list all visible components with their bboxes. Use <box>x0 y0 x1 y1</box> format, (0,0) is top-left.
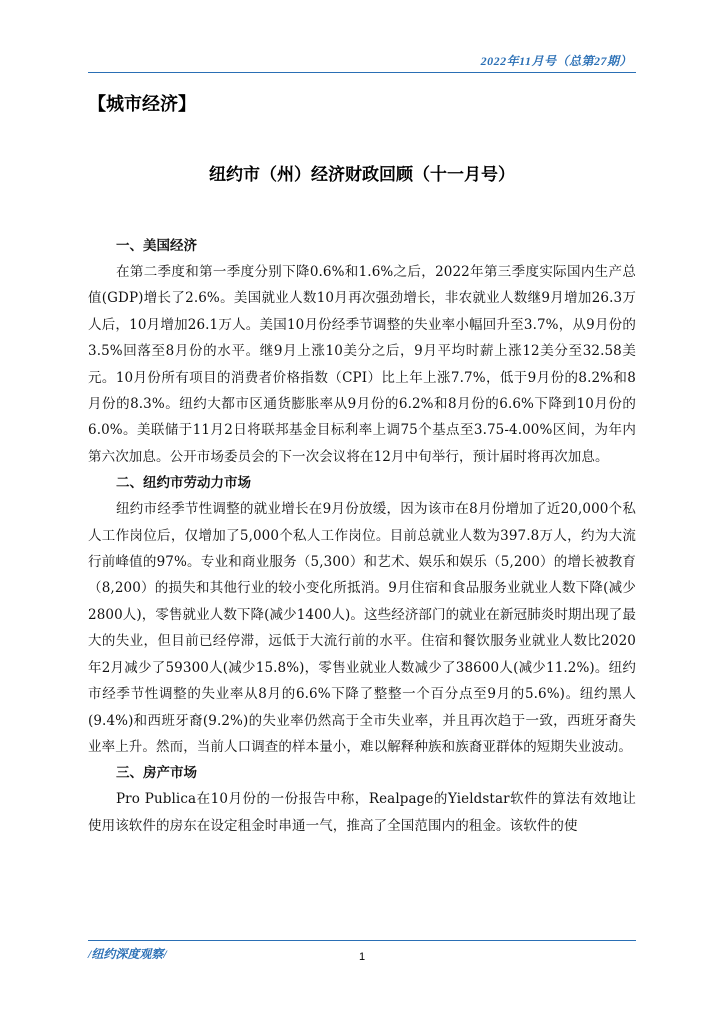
section-text-housing: Pro Publica在10月份的一份报告中称，Realpage的Yieldstar软件的算法有效地让使用该软件的房东在设定租金时串通一气，推高了全国范围内的租金。该软件的使 <box>88 791 636 834</box>
footer-publication: /纽约深度观察/ <box>88 947 167 961</box>
section-text-economy: 在第二季度和第一季度分别下降0.6%和1.6%之后，2022年第三季度实际国内生产总值(GDP)增长了2.6%。美国就业人数10月再次强劲增长，非农就业人数继9月增加26.3万人后，10月增加26.1万人。美国10月份经季节调整的失业率小幅回升至3.7%，从9月份的3.5%回落至8月份的水平。继9月上涨10美分之后，9月平均时薪上涨12美分至32.58美元。10月份所有项目的消费者价格指数（CPI）比上年上涨7.7%，低于9月份的8.2%和8月份的8.3%。纽约大都市区通货膨胀率从9月份的6.2%和8月份的6.6%下降到10月份的6.0%。美联储于11月2日将联邦基金目标利率上调75个基点至3.75-4.00%区间，为年内第六次加息。公开市场委员会的下一次会议将在12月中旬举行，预计届时将再次加息。 <box>88 264 636 465</box>
header-divider <box>88 72 636 73</box>
section-tag: 【城市经济】 <box>88 94 196 115</box>
section-text-labor: 纽约市经季节性调整的就业增长在9月份放缓，因为该市在8月份增加了近20,000个私人工作岗位后，仅增加了5,000个私人工作岗位。目前总就业人数为397.8万人，约为大流行前峰值的97%。专业和商业服务（5,300）和艺术、娱乐和娱乐（5,200）的增长被教育（8,200）的损失和其他行业的较小变化所抵消。9月住宿和食品服务业就业人数下降(减少2800人)，零售就业人数下降(减少1400人)。这些经济部门的就业在新冠肺炎时期出现了最大的失业，但目前已经停滞，远低于大流行前的水平。住宿和餐饮服务业就业人数比2020年2月减少了59300人(减少15.8%)，零售业就业人数减少了38600人(减少11.2%)。纽约市经季节性调整的失业率从8月的6.6%下降了整整一个百分点至9月的5.6%)。纽约黑人(9.4%)和西班牙裔(9.2%)的失业率仍然高于全市失业率，并且再次趋于一致，西班牙裔失业率上升。然而，当前人口调查的样本量小，难以解释种族和族裔亚群体的短期失业波动。 <box>88 501 637 755</box>
page-title: 纽约市（州）经济财政回顾（十一月号） <box>209 165 515 185</box>
issue-label: 2022年11月号（总第27期） <box>480 54 632 68</box>
footer-divider <box>88 940 636 941</box>
section-heading-housing: 三、房产市场 <box>116 765 197 782</box>
section-heading-economy: 一、美国经济 <box>116 238 197 254</box>
section-heading-labor: 二、纽约市劳动力市场 <box>116 475 251 492</box>
page-number: 1 <box>358 951 366 963</box>
article-body <box>88 233 636 839</box>
